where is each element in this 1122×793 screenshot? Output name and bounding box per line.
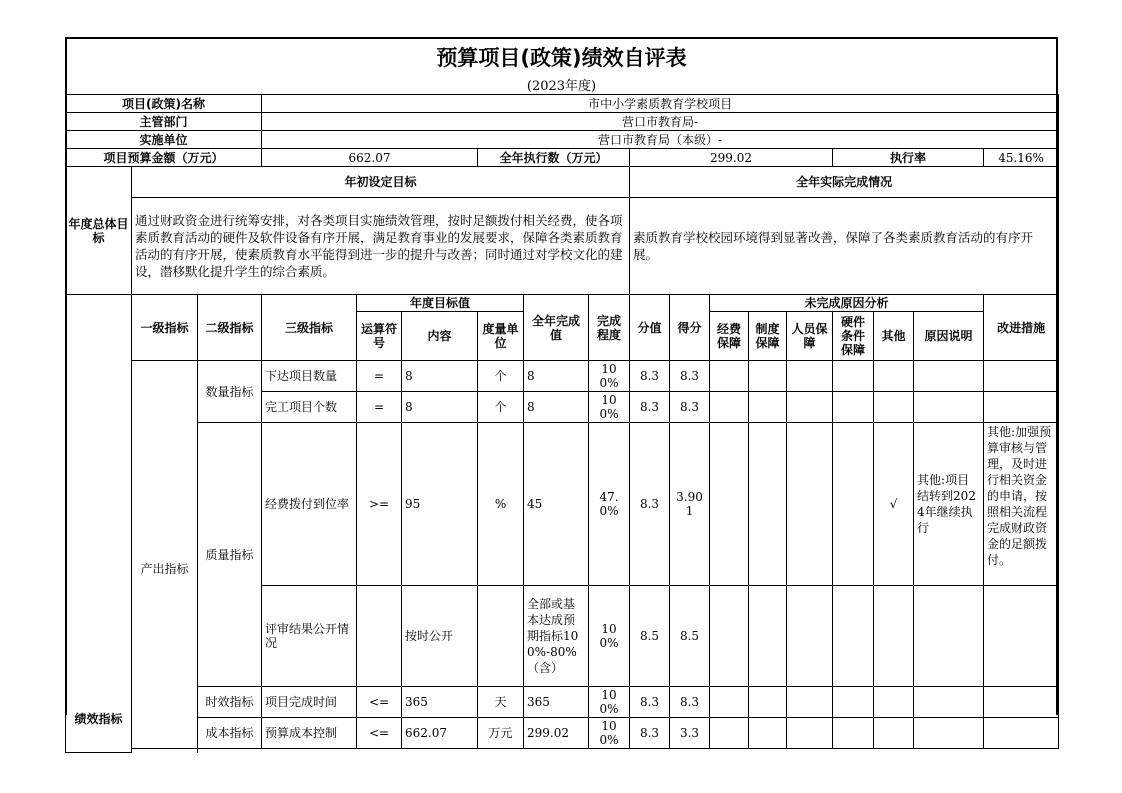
label-unit: 实施单位 xyxy=(66,131,262,149)
cell-weight: 8.3 xyxy=(630,423,670,586)
cell-op: <= xyxy=(357,718,402,749)
page-title: 预算项目(政策)绩效自评表 xyxy=(436,46,687,70)
header-r4: 硬件条件保障 xyxy=(833,312,874,361)
cell-weight: 8.3 xyxy=(630,361,670,392)
table-row xyxy=(66,687,1059,718)
cell-done: 365 xyxy=(524,687,589,718)
cell-degree: 100% xyxy=(589,586,630,687)
value-executed: 299.02 xyxy=(630,149,833,167)
header-done: 全年完成值 xyxy=(524,295,589,361)
cell-weight: 8.3 xyxy=(630,687,670,718)
cell-op: >= xyxy=(357,423,402,586)
cell-unit: 万元 xyxy=(478,718,524,749)
cell-done: 8 xyxy=(524,361,589,392)
cell-l3: 下达项目数量 xyxy=(262,361,357,392)
value-dept: 营口市教育局- xyxy=(262,113,1059,131)
cell-l3: 经费拨付到位率 xyxy=(262,423,357,586)
group-timeliness: 时效指标 xyxy=(198,687,262,718)
cell-score: 8.3 xyxy=(670,361,710,392)
header-r6: 原因说明 xyxy=(914,312,984,361)
label-rate: 执行率 xyxy=(833,149,984,167)
cell-reason xyxy=(914,687,984,718)
label-performance: 绩效指标 xyxy=(66,295,132,753)
cell-score: 8.3 xyxy=(670,687,710,718)
cell-weight: 8.3 xyxy=(630,392,670,423)
cell-reason: 其他:项目结转到2024年继续执行 xyxy=(914,423,984,586)
cell-content: 365 xyxy=(402,687,478,718)
cell-unit: % xyxy=(478,423,524,586)
cell-op: <= xyxy=(357,687,402,718)
cell-other xyxy=(874,718,914,749)
header-level3: 三级指标 xyxy=(262,295,357,361)
cell-unit: 天 xyxy=(478,687,524,718)
cell-reason xyxy=(914,392,984,423)
cell-fix xyxy=(984,586,1059,687)
value-budget: 662.07 xyxy=(262,149,478,167)
table-row xyxy=(66,423,1059,586)
header-r1: 经费保障 xyxy=(710,312,749,361)
cell-reason xyxy=(914,586,984,687)
header-target: 年度目标值 xyxy=(357,295,524,312)
cell-fix xyxy=(984,361,1059,392)
cell-content: 8 xyxy=(402,361,478,392)
cell-done: 8 xyxy=(524,392,589,423)
cell-degree: 100% xyxy=(589,392,630,423)
cell-other: √ xyxy=(874,423,914,586)
header-score: 得分 xyxy=(670,295,710,361)
header-degree: 完成程度 xyxy=(589,295,630,361)
cell-unit: 个 xyxy=(478,392,524,423)
cell-fix xyxy=(984,687,1059,718)
cell-other xyxy=(874,586,914,687)
row-unit xyxy=(66,131,1059,149)
cell-degree: 47.0% xyxy=(589,423,630,586)
cell-l3: 项目完成时间 xyxy=(262,687,357,718)
cell-other xyxy=(874,392,914,423)
cell-fix xyxy=(984,718,1059,749)
header-weight: 分值 xyxy=(630,295,670,361)
row-dept xyxy=(66,113,1059,131)
cell-fix: 其他:加强预算审核与管理，及时进行相关资金的申请，按照相关流程完成财政资金的足额拨付。 xyxy=(984,423,1059,586)
row-goal-header xyxy=(66,167,1059,198)
row-goal-content xyxy=(66,198,1059,295)
group-quantity: 数量指标 xyxy=(198,361,262,423)
cell-score: 3.901 xyxy=(670,423,710,586)
label-project-name: 项目(政策)名称 xyxy=(66,95,262,113)
cell-other xyxy=(874,361,914,392)
cell-unit xyxy=(478,586,524,687)
row-project-name xyxy=(66,95,1059,113)
report-year: (2023年度) xyxy=(526,79,597,94)
header-r5: 其他 xyxy=(874,312,914,361)
header-level2: 二级指标 xyxy=(198,295,262,361)
cell-l3: 预算成本控制 xyxy=(262,718,357,749)
label-annual-goal: 年度总体目标 xyxy=(66,167,132,295)
label-executed: 全年执行数（万元） xyxy=(478,149,630,167)
cell-done: 299.02 xyxy=(524,718,589,749)
row-indicator-header-1 xyxy=(66,295,1059,312)
cell-reason xyxy=(914,718,984,749)
cell-l3: 评审结果公开情况 xyxy=(262,586,357,687)
table-row xyxy=(66,718,1059,749)
actual-result-text: 素质教育学校校园环境得到显著改善，保障了各类素质教育活动的有序开展。 xyxy=(630,198,1059,295)
header-reason: 未完成原因分析 xyxy=(710,295,984,312)
group-cost: 成本指标 xyxy=(198,718,262,749)
cell-reason xyxy=(914,361,984,392)
cell-score: 8.5 xyxy=(670,586,710,687)
value-rate: 45.16% xyxy=(984,149,1059,167)
cell-content: 按时公开 xyxy=(402,586,478,687)
cell-done: 全部或基本达成预期指标100%-80%（含） xyxy=(524,586,589,687)
cell-op: = xyxy=(357,361,402,392)
table-row-trailer xyxy=(66,749,1059,753)
value-unit: 营口市教育局（本级）- xyxy=(262,131,1059,149)
label-dept: 主管部门 xyxy=(66,113,262,131)
table-row xyxy=(66,361,1059,392)
cell-content: 662.07 xyxy=(402,718,478,749)
cell-other xyxy=(874,687,914,718)
label-actual: 全年实际完成情况 xyxy=(630,167,1059,198)
cell-score: 3.3 xyxy=(670,718,710,749)
header-r3: 人员保障 xyxy=(787,312,833,361)
cell-weight: 8.3 xyxy=(630,718,670,749)
row-budget xyxy=(66,149,1059,167)
initial-goal-text: 通过财政资金进行统筹安排，对各类项目实施绩效管理，按时足额拨付相关经费，使各项素质教育活动的硬件及软件设备有序开展，满足教育事业的发展要求，保障各类素质教育活动的有序开展，使素质教育水平能得到进一步的提升与改善；同时通过对学校文化的建设，潜移默化提升学生的综合素质。 xyxy=(132,198,630,295)
cell-fix xyxy=(984,392,1059,423)
header-fix: 改进措施 xyxy=(984,295,1059,361)
group-output: 产出指标 xyxy=(132,361,198,749)
evaluation-table xyxy=(65,94,1059,753)
cell-done: 45 xyxy=(524,423,589,586)
header-level1: 一级指标 xyxy=(132,295,198,361)
header-unit: 度量单位 xyxy=(478,312,524,361)
cell-content: 95 xyxy=(402,423,478,586)
cell-l3: 完工项目个数 xyxy=(262,392,357,423)
cell-unit: 个 xyxy=(478,361,524,392)
value-project-name: 市中小学素质教育学校项目 xyxy=(262,95,1059,113)
header-r2: 制度保障 xyxy=(749,312,787,361)
cell-content: 8 xyxy=(402,392,478,423)
header-op: 运算符号 xyxy=(357,312,402,361)
cell-degree: 100% xyxy=(589,361,630,392)
cell-op: = xyxy=(357,392,402,423)
cell-degree: 100% xyxy=(589,687,630,718)
cell-degree: 100% xyxy=(589,718,630,749)
header-content: 内容 xyxy=(402,312,478,361)
cell-score: 8.3 xyxy=(670,392,710,423)
cell-weight: 8.5 xyxy=(630,586,670,687)
label-budget: 项目预算金额（万元） xyxy=(66,149,262,167)
cell-op xyxy=(357,586,402,687)
group-quality: 质量指标 xyxy=(198,423,262,687)
label-initial-goal: 年初设定目标 xyxy=(132,167,630,198)
